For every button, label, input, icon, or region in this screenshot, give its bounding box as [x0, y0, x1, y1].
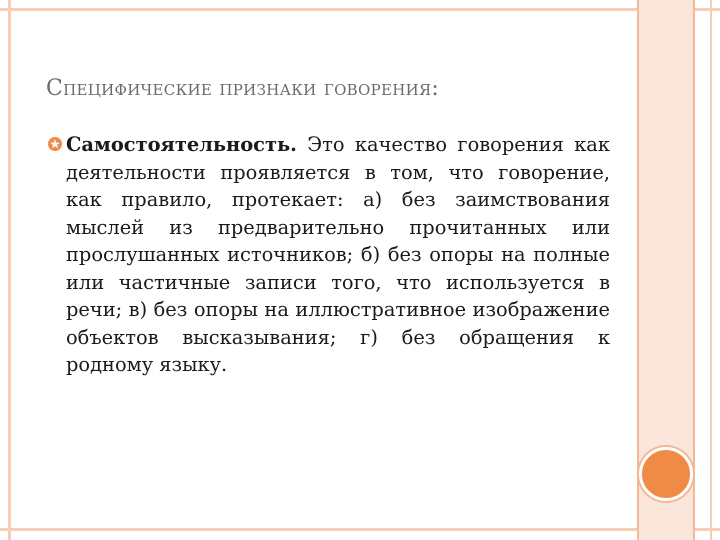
slide-title: Специфические признаки говорения:: [46, 76, 440, 101]
side-line: [693, 0, 695, 540]
term-bold: Самостоятельность.: [66, 133, 297, 156]
slide-content: [48, 131, 610, 379]
term-description: Это качество говорения как деятельности проявляется в том, что говорение, как правило, протекает: а) без заимствования мыслей из предварительно прочитанных или прослушанных источников; б) без опоры на полные или частичные записи того, что используется в речи; в) без опоры на иллюстративное изображение объектов высказывания; г) без обращения к родному языку.: [66, 133, 610, 376]
frame-top-border: [0, 8, 720, 11]
star-bullet-icon: [48, 137, 62, 151]
frame-bottom-border: [0, 528, 720, 531]
side-line: [710, 0, 712, 540]
side-line: [637, 0, 639, 540]
frame-left-border: [8, 0, 11, 540]
decorative-circle: [639, 447, 693, 501]
bullet-paragraph: [66, 131, 610, 379]
